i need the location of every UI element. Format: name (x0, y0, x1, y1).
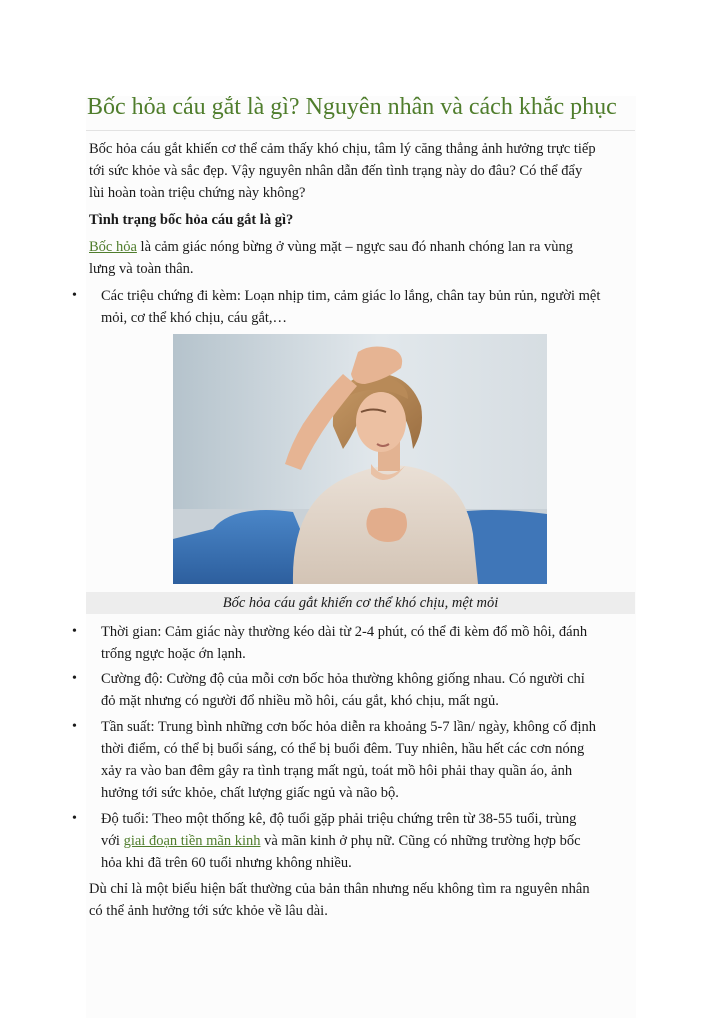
frequency-item-line: thời điểm, có thể bị buổi sáng, có thể bị buổi đêm. Tuy nhiên, hầu hết các cơn nóng (101, 741, 585, 757)
definition-text: là cảm giác nóng bừng ở vùng mặt – ngực sau đó nhanh chóng lan ra vùng (136, 239, 574, 255)
article-title: Bốc hỏa cáu gắt là gì? Nguyên nhân và cách khắc phục (87, 94, 617, 120)
tien-man-kinh-link[interactable]: giai đoạn tiền mãn kinh (123, 833, 261, 849)
bullet-marker: • (72, 624, 77, 639)
image-caption: Bốc hỏa cáu gắt khiến cơ thể khó chịu, mệt mỏi (222, 595, 499, 611)
intro-line: Bốc hỏa cáu gắt khiến cơ thể cảm thấy khó chịu, tâm lý căng thẳng ảnh hưởng trực tiếp (89, 141, 596, 157)
intensity-item-line: đỏ mặt nhưng có người đổ nhiều mồ hôi, cáu gắt, khó chịu, mất ngủ. (101, 693, 499, 709)
time-item-line: trống ngực hoặc ớn lạnh. (101, 646, 246, 662)
age-text: với (101, 833, 124, 849)
symptoms-item-line: mỏi, cơ thể khó chịu, cáu gắt,… (101, 310, 288, 326)
intro-line: lùi hoàn toàn triệu chứng này không? (89, 185, 306, 201)
age-text: và mãn kinh ở phụ nữ. Cũng có những trường hợp bốc (260, 833, 581, 849)
age-item-line: hỏa khi đã trên 60 tuổi nhưng không nhiều. (101, 855, 352, 871)
frequency-item-line: xảy ra vào ban đêm gây ra tình trạng mất ngủ, toát mồ hôi phải thay quần áo, ảnh (101, 763, 573, 779)
age-item-line: Độ tuổi: Theo một thống kê, độ tuổi gặp phải triệu chứng trên từ 38-55 tuổi, trùng (101, 811, 577, 827)
intro-line: tới sức khỏe và sắc đẹp. Vậy nguyên nhân dẫn đến tình trạng này do đâu? Có thể đẩy (89, 163, 583, 179)
closing-line: Dù chỉ là một biểu hiện bất thường của bản thân nhưng nếu không tìm ra nguyên nhân (89, 881, 590, 897)
bullet-marker: • (72, 811, 77, 826)
frequency-item-line: hưởng tới sức khỏe, chất lượng giấc ngủ và não bộ. (101, 785, 399, 801)
bullet-marker: • (72, 719, 77, 734)
symptoms-item-line: Các triệu chứng đi kèm: Loạn nhịp tim, cảm giác lo lắng, chân tay bủn rủn, người mệt (101, 288, 601, 304)
hot-flash-woman-photo (173, 334, 547, 584)
title-divider (86, 130, 635, 131)
definition-line (89, 236, 634, 258)
frequency-item-line: Tần suất: Trung bình những cơn bốc hỏa diễn ra khoảng 5-7 lần/ ngày, không cố định (101, 719, 597, 735)
definition-line: lưng và toàn thân. (89, 261, 194, 277)
boc-hoa-link[interactable]: Bốc hỏa (89, 239, 137, 255)
bullet-marker: • (72, 671, 77, 686)
section-heading: Tình trạng bốc hỏa cáu gắt là gì? (89, 212, 294, 228)
time-item-line: Thời gian: Cảm giác này thường kéo dài từ 2-4 phút, có thể đi kèm đổ mồ hôi, đánh (101, 624, 588, 640)
age-item-line (101, 830, 633, 852)
intensity-item-line: Cường độ: Cường độ của mỗi cơn bốc hỏa thường không giống nhau. Có người chỉ (101, 671, 585, 687)
bullet-marker: • (72, 288, 77, 303)
closing-line: có thể ảnh hưởng tới sức khỏe về lâu dài. (89, 903, 328, 919)
